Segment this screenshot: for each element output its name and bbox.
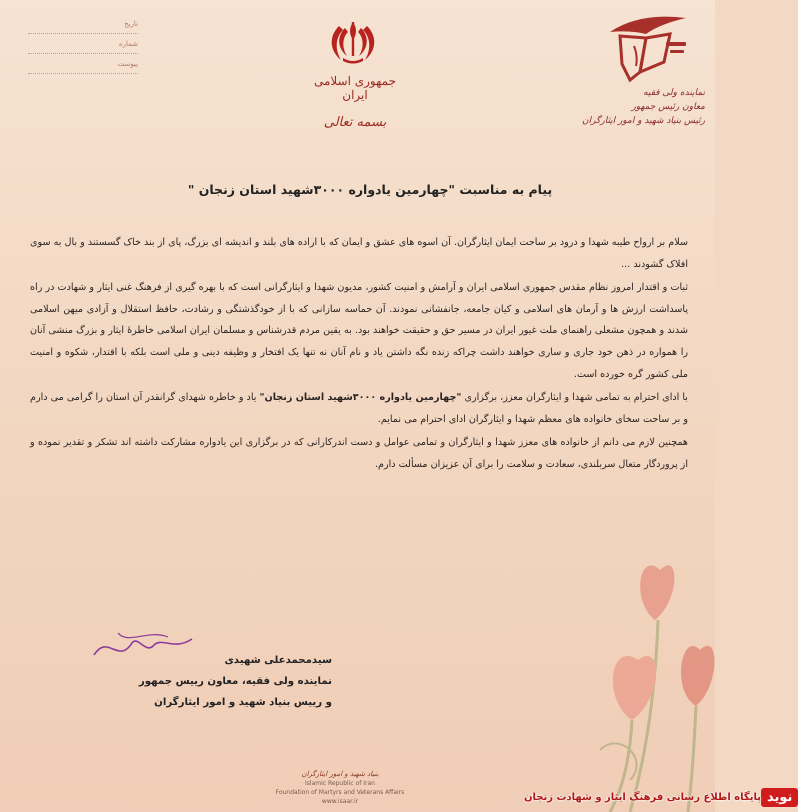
field-date: تاریخ [28, 14, 138, 34]
letter-title: پیام به مناسبت "چهارمین یادواره ۳۰۰۰شهید استان زنجان " [187, 182, 553, 197]
body-text: یاد و خاطره شهدای گرانقدر آن استان را گرامی می دارم و بر ساحت سخای خانواده های معظم شهدا و ایثارگران ادای احترام می نمایم. [30, 392, 688, 425]
iran-emblem-icon [323, 18, 383, 66]
body-paragraph: سلام بر ارواح طیبه شهدا و درود بر ساحت ایمان ایثارگران. آن اسوه های عشق و ایمان که با اراده های بلند و اندیشه ای بزرگ، پای از بند خاک گسستند و بال به سوی افلاک گشودند ... [30, 237, 688, 270]
foundation-sign-line: معاون رئیس جمهور [631, 102, 705, 112]
body-paragraph: ثبات و اقتدار امروز نظام مقدس جمهوری اسلامی ایران و آرامش و امنیت کشور، مدیون شهدا و ایثارگرانی است که با بهره گیری از فرهنگ غنی ایثار و شهادت در راه پاسداشت ارزش ها و آرمان های اسلامی و کیان جامعه، جانفشانی نمودند. آن حماسه سازانی که با از خودگذشتگی و رشادت، حافظ استقلال و آزادی میهن اسلامی شدند و همچون مشعلی راهنمای ملت غیور ایران در مسیر حق و حقیقت خواهند بود. به یقین مردم قدرشناس و مسلمان ایران اسلامی خاطرهٔ ایثار و بزرگ منشی آنان را همواره در ذهن خود جاری و ساری خواهند داشت چراکه زنده نگه داشتن یاد و نام آنان نه تنها یک افتخار و وظیفه دینی و ملی است بلکه با اقتدار، شکوه و امنیت ملی کشور گره خورده است. [30, 282, 688, 380]
header-fields [28, 14, 138, 74]
footer-url: www.isaar.ir [321, 798, 359, 805]
body-paragraph: همچنین لازم می دانم از خانواده های معزز شهدا و ایثارگران و تمامی عوامل و دست اندرکارانی که در برگزاری این یادواره مشارکت داشته اند تشکر و تقدیر نموده و از پروردگار متعال سربلندی، سعادت و سلامت را برای آن عزیزان مسألت دارم. [30, 437, 688, 470]
signer-name: سیدمحمدعلی شهیدی [224, 655, 332, 666]
foundation-sign-line: رئیس بنیاد شهید و امور ایثارگران [582, 116, 705, 126]
signer-block [92, 650, 332, 713]
field-number: شماره [28, 34, 138, 54]
watermark-badge: نوید [761, 788, 798, 807]
body-text: با ادای احترام به تمامی شهدا و ایثارگران معزز، برگزاری [464, 392, 688, 404]
tulip-flowers-decoration [560, 530, 715, 812]
field-attachment: پیوست [28, 54, 138, 74]
site-watermark [520, 783, 793, 812]
body-paragraph [30, 387, 688, 430]
footer [265, 770, 415, 806]
signer-title: و رییس بنیاد شهید و امور ایثارگران [154, 697, 332, 708]
watermark-text: پایگاه اطلاع رسانی فرهنگ ایثار و شهادت زنجان [524, 792, 761, 803]
footer-en2: Foundation of Martyrs and Veterans Affairs [275, 789, 405, 796]
letter-body [30, 232, 688, 478]
footer-fa: بنیاد شهید و امور ایثارگران [301, 770, 379, 778]
foundation-signature-block [515, 86, 705, 128]
event-name: "چهارمین یادواره ۳۰۰۰شهید استان زنجان" [259, 392, 462, 404]
bismillah: بسمه تعالی [323, 115, 387, 130]
footer-en1: Islamic Republic of Iran [305, 780, 375, 787]
signer-title: نماینده ولی فقیه، معاون رییس جمهور [138, 676, 332, 687]
foundation-logo-icon [600, 12, 692, 84]
foundation-sign-line: نماینده ولی فقیه [643, 88, 705, 98]
emblem-caption: جمهوری اسلامی ایران [313, 74, 397, 102]
